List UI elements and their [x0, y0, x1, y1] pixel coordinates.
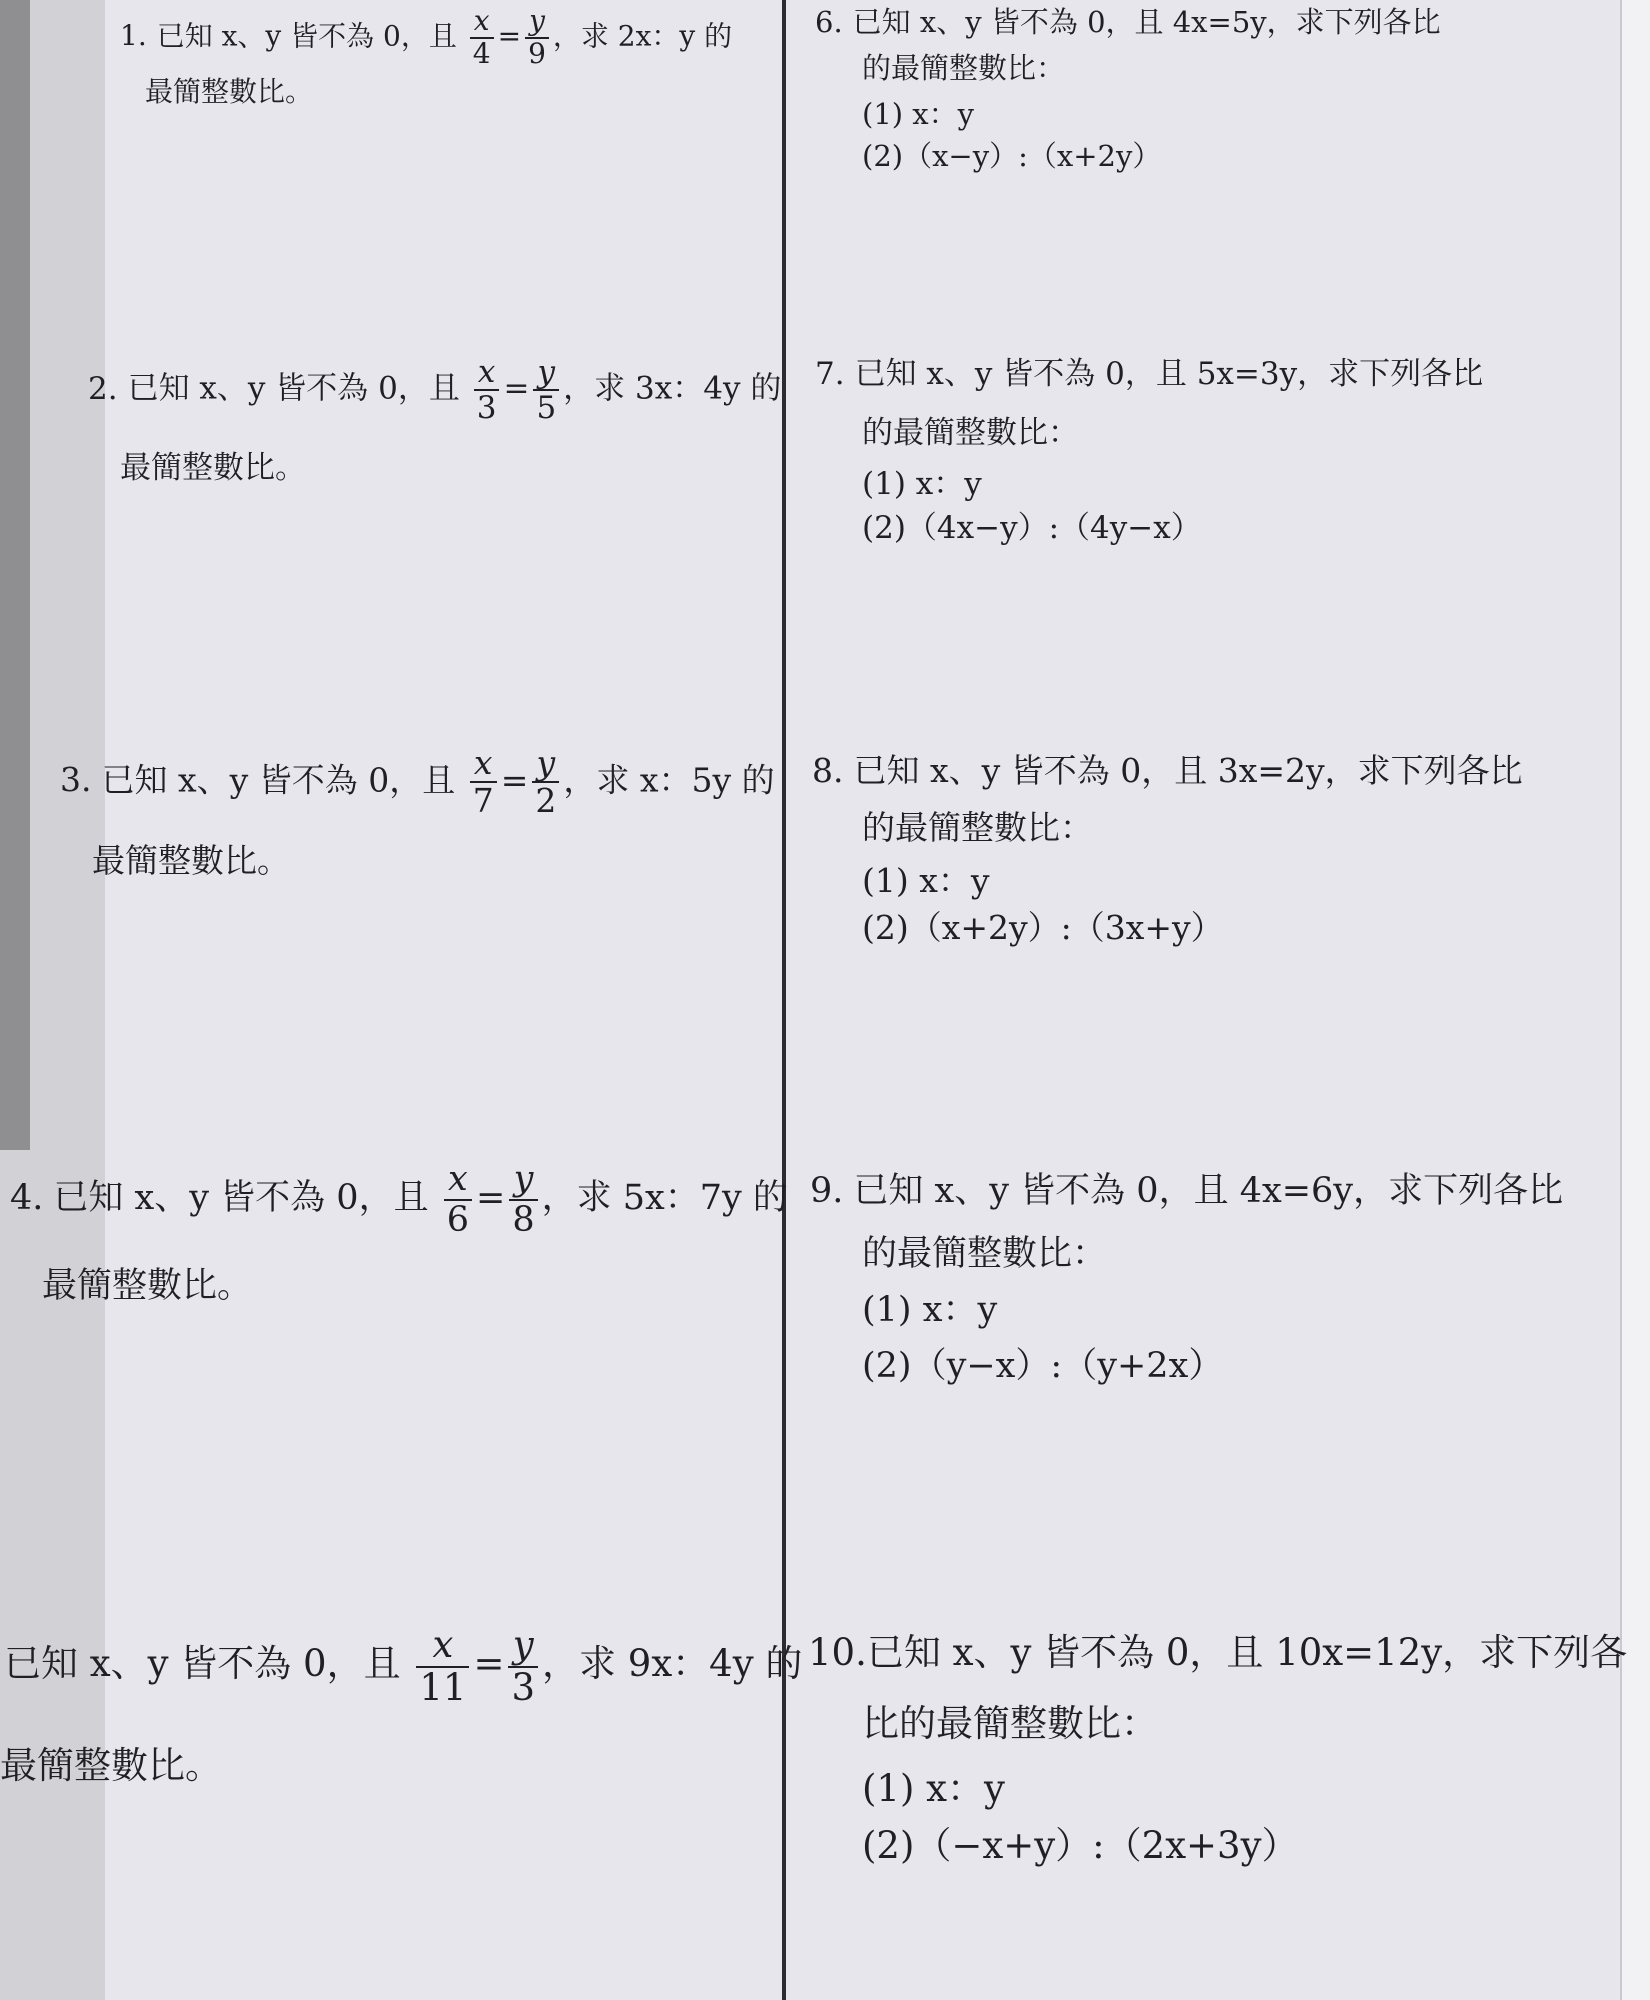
- problem-6: 6. 已知 x、y 皆不為 0，且 4x=5y，求下列各比: [815, 5, 1441, 39]
- problem-7-part2: (2)（4x−y）:（4y−x）: [862, 510, 1202, 546]
- problem-6-line2: 的最簡整數比：: [862, 51, 1066, 85]
- problem-text-post: ，求 2x：y 的: [552, 19, 733, 53]
- fraction-y: $\frac{y}{2}$: [532, 745, 559, 820]
- problem-2-tail: 最簡整數比。: [120, 450, 306, 486]
- problem-3-tail: 最簡整數比。: [92, 841, 290, 880]
- fraction-x: $\frac{x}{11}$: [416, 1625, 469, 1708]
- problem-text: 已知 x、y 皆不為 0，且: [156, 19, 457, 53]
- fraction-x: $\frac{x}{3}$: [474, 355, 500, 425]
- problem-8: 8. 已知 x、y 皆不為 0，且 3x=2y，求下列各比: [812, 751, 1523, 790]
- fraction-y: $\frac{y}{8}$: [509, 1160, 537, 1239]
- problem-9: 9. 已知 x、y 皆不為 0，且 4x=6y，求下列各比: [810, 1171, 1564, 1211]
- fraction-x: $\frac{x}{4}$: [470, 6, 494, 70]
- problem-6-part1: (1) x：y: [862, 97, 975, 131]
- problem-5-tail: 最簡整數比。: [0, 1744, 222, 1787]
- problem-10-part2: (2)（−x+y）:（2x+3y）: [862, 1824, 1299, 1867]
- problem-9-line2: 的最簡整數比：: [862, 1234, 1108, 1274]
- fraction-y: $\frac{y}{9}$: [525, 6, 549, 70]
- fraction-y: $\frac{y}{3}$: [508, 1625, 538, 1708]
- fraction-x: $\frac{x}{6}$: [444, 1160, 472, 1239]
- fraction-y: $\frac{y}{5}$: [533, 355, 559, 425]
- problem-7: 7. 已知 x、y 皆不為 0，且 5x=3y，求下列各比: [815, 356, 1484, 392]
- problem-8-part1: (1) x：y: [862, 861, 990, 900]
- problem-number: 1.: [120, 19, 147, 53]
- next-page-edge: [1620, 0, 1650, 2000]
- problem-7-line2: 的最簡整數比：: [862, 415, 1079, 451]
- problem-7-part1: (1) x：y: [862, 466, 982, 502]
- problem-4-tail: 最簡整數比。: [42, 1266, 253, 1306]
- page-shadow-dark: [0, 0, 30, 1150]
- problem-10-line2: 比的最簡整數比：: [862, 1702, 1158, 1745]
- problem-4: 4. 已知 x、y 皆不為 0，且 $\frac{x}{6}$ = $\frac{y}{8}$ ，求 5x：7y 的: [10, 1159, 788, 1240]
- problem-2: 2. 已知 x、y 皆不為 0，且 $\frac{x}{3}$ = $\frac{y}{5}$ ，求 3x：4y 的: [88, 354, 782, 427]
- problem-5: 已知 x、y 皆不為 0，且 $\frac{x}{11}$ = $\frac{y}{3}$ ，求 9x：4y 的: [4, 1623, 803, 1709]
- problem-8-part2: (2)（x+2y）:（3x+y）: [862, 908, 1224, 947]
- problem-3: 3. 已知 x、y 皆不為 0，且 $\frac{x}{7}$ = $\frac{y}{2}$ ，求 x：5y 的: [60, 743, 775, 821]
- fraction-x: $\frac{x}{7}$: [470, 745, 497, 820]
- problem-6-part2: (2)（x−y）:（x+2y）: [862, 139, 1162, 173]
- problem-1: 1. 已知 x、y 皆不為 0，且 $\frac{x}{4}$ = $\frac{y}{9}$ ，求 2x：y 的: [120, 4, 733, 70]
- problem-10-part1: (1) x：y: [862, 1767, 1005, 1810]
- problem-9-part1: (1) x：y: [862, 1290, 998, 1330]
- problem-8-line2: 的最簡整數比：: [862, 808, 1093, 847]
- problem-1-tail: 最簡整數比。: [145, 75, 314, 108]
- problem-9-part2: (2)（y−x）:（y+2x）: [862, 1346, 1224, 1386]
- problem-10: 10.已知 x、y 皆不為 0，且 10x=12y，求下列各: [808, 1631, 1628, 1674]
